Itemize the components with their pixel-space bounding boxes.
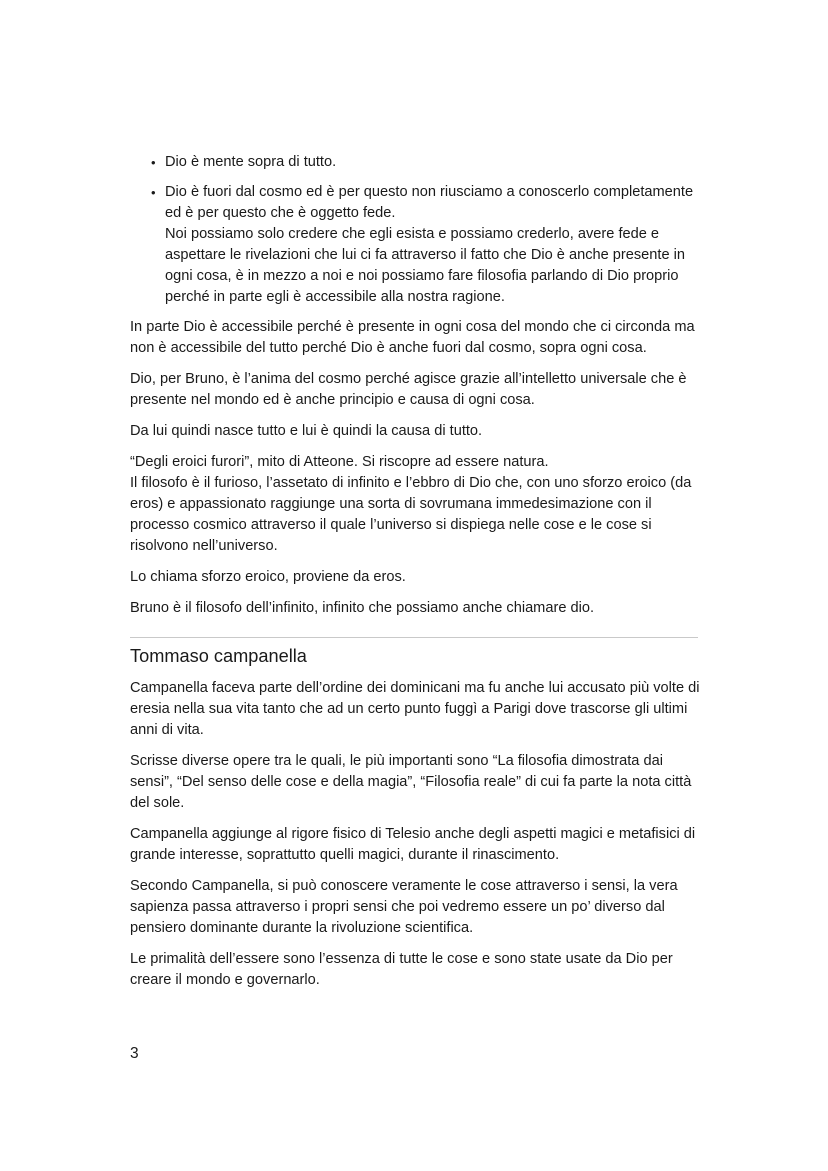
section-paragraph: Campanella aggiunge al rigore fisico di Telesio anche degli aspetti magici e metafisici di grande interesse, soprattutto quelli magici, durante il rinascimento. bbox=[130, 826, 696, 863]
section-paragraph: Campanella faceva parte dell’ordine dei dominicani ma fu anche lui accusato più volte di eresia nella sua vita tanto che ad un certo punto fuggì a Parigi dove trascorse gli ultimi anni di vita. bbox=[130, 680, 700, 738]
paragraph-line: Da lui quindi nasce tutto e lui è quindi la causa di tutto. bbox=[130, 423, 483, 439]
bullet-text: Noi possiamo solo credere che egli esista e possiamo crederlo, avere fede e aspettare le rivelazioni che lui ci fa attraverso il fatto che Dio è anche presente in ogni cosa, è in mezzo a noi e noi possiamo fare filosofia parlando di Dio proprio perché in parte egli è accessibile alla nostra ragione. bbox=[165, 226, 685, 305]
bullet-text: Dio è fuori dal cosmo ed è per questo non riusciamo a conoscerlo completamente ed è per questo che è oggetto fede. bbox=[165, 184, 694, 221]
paragraph bbox=[130, 567, 700, 588]
paragraph bbox=[130, 598, 700, 619]
paragraph bbox=[130, 421, 700, 442]
section-heading: Tommaso campanella bbox=[130, 646, 307, 666]
bullet-dot-icon: • bbox=[151, 185, 156, 200]
paragraph-line: “Degli eroici furori”, mito di Atteone. Si riscopre ad essere natura. bbox=[130, 454, 549, 470]
paragraph bbox=[130, 369, 700, 411]
bullet-item bbox=[130, 182, 700, 308]
section-paragraph: Scrisse diverse opere tra le quali, le più importanti sono “La filosofia dimostrata dai sensi”, “Del senso delle cose e della magia”, “Filosofia reale” di cui fa parte la nota città del sole. bbox=[130, 753, 692, 811]
paragraph-line: In parte Dio è accessibile perché è presente in ogni cosa del mondo che ci circonda ma non è accessibile del tutto perché Dio è anche fuori dal cosmo, sopra ogni cosa. bbox=[130, 319, 695, 356]
section-divider bbox=[130, 637, 698, 638]
paragraph bbox=[130, 317, 700, 359]
bullet-dot-icon: • bbox=[151, 155, 156, 170]
bullet-text: Dio è mente sopra di tutto. bbox=[165, 154, 337, 170]
bullet-item bbox=[130, 152, 700, 173]
document-page bbox=[130, 152, 700, 1001]
page-number: 3 bbox=[130, 1045, 139, 1062]
bullet-list bbox=[130, 152, 700, 308]
paragraph bbox=[130, 452, 700, 557]
paragraph-line: Il filosofo è il furioso, l’assetato di infinito e l’ebbro di Dio che, con uno sforzo eroico (da eros) e appassionato raggiunge una sorta di sovrumana immedesimazione con il processo cosmico attraverso il quale l’universo si dispiega nelle cose e le cose si risolvono nell’universo. bbox=[130, 475, 692, 554]
paragraph-line: Lo chiama sforzo eroico, proviene da eros. bbox=[130, 569, 406, 585]
paragraph-line: Bruno è il filosofo dell’infinito, infinito che possiamo anche chiamare dio. bbox=[130, 600, 595, 616]
paragraph-line: Dio, per Bruno, è l’anima del cosmo perché agisce grazie all’intelletto universale che è presente nel mondo ed è anche principio e causa di ogni cosa. bbox=[130, 371, 687, 408]
section-paragraph: Secondo Campanella, si può conoscere veramente le cose attraverso i sensi, la vera sapienza passa attraverso i propri sensi che poi vedremo essere un po’ diverso dal pensiero dominante durante la rivoluzione scientifica. bbox=[130, 878, 678, 936]
section-paragraph: Le primalità dell’essere sono l’essenza di tutte le cose e sono state usate da Dio per creare il mondo e governarlo. bbox=[130, 951, 673, 988]
